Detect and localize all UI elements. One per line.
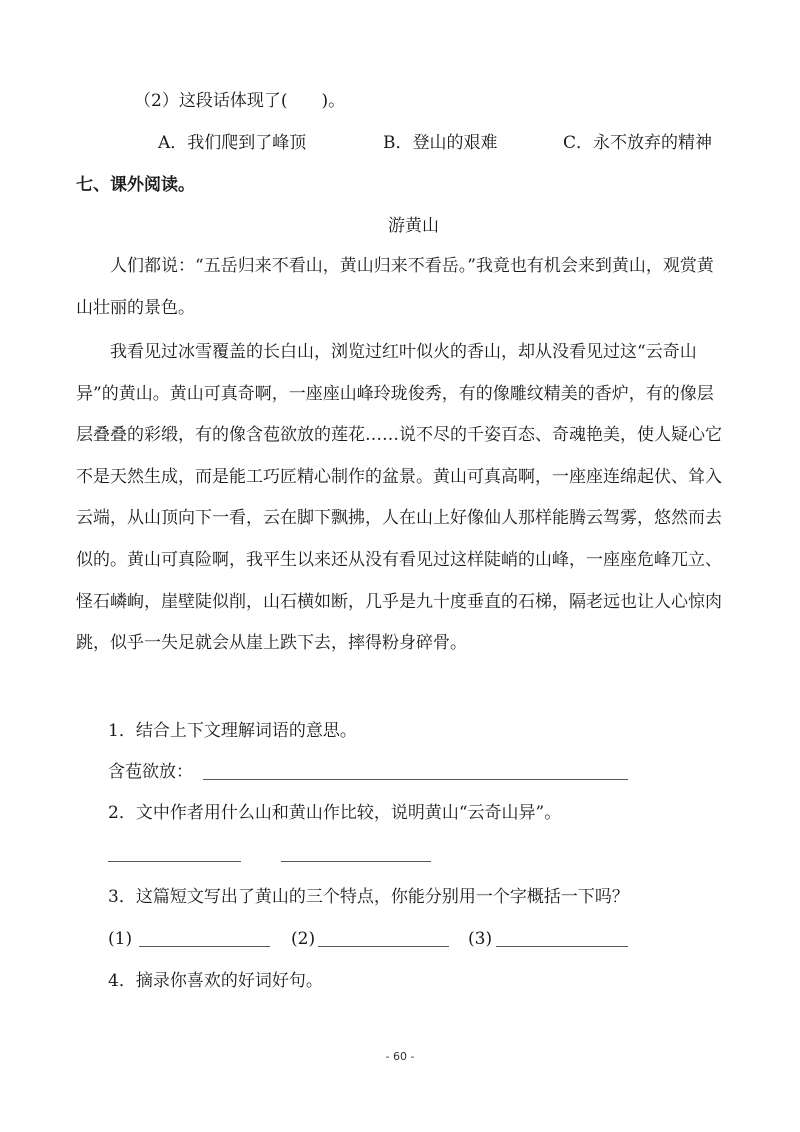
passage-title: 游黄山 xyxy=(388,216,439,236)
option-c: C．永不放弃的精神 xyxy=(563,133,713,153)
paragraph-1-text: 人们都说：“五岳归来不看山，黄山归来不看岳。”我竟也有机会来到黄山，观赏黄山壮丽的景色。 xyxy=(76,256,714,318)
q3-label-2: (2) xyxy=(291,929,316,949)
option-b: B．登山的艰难 xyxy=(383,133,498,153)
answer-line-q2-2[interactable] xyxy=(281,861,431,862)
paragraph-2-text: 我看见过冰雪覆盖的长白山，浏览过红叶似火的香山，却从没看见过这“云奇山异”的黄山。黄山可真奇啊，一座座山峰玲珑俊秀，有的像雕纹精美的香炉，有的像层层叠叠的彩缎，有的像含苞欲放的莲花……说不尽的千姿百态、奇魂艳美，使人疑心它不是天然生成，而是能工巧匠精心制作的盆景。黄山可真高啊，一座座连绵起伏、耸入云端，从山顶向下一看，云在脚下飘拂，人在山上好像仙人那样能腾云驾雾，悠然而去似的。黄山可真险啊，我平生以来还从没有看见过这样陡峭的山峰，一座座危峰兀立、怪石嶙峋，崖壁陡似削，山石横如断，几乎是九十度垂直的石梯，隔老远也让人心惊肉跳，似乎一失足就会从崖上跌下去，摔得粉身碎骨。 xyxy=(76,342,722,654)
q3-label-3: (3) xyxy=(468,929,493,949)
question-1: 1．结合上下文理解词语的意思。 xyxy=(108,721,357,741)
question-3: 3．这篇短文写出了黄山的三个特点，你能分别用一个字概括一下吗？ xyxy=(108,887,629,907)
answer-line-q3-2[interactable] xyxy=(318,946,449,947)
answer-line-q1[interactable] xyxy=(203,779,628,780)
question-2-stem: （2）这段话体现了( )。 xyxy=(134,91,346,111)
passage-paragraph-2 xyxy=(76,332,726,665)
passage-paragraph-1 xyxy=(76,246,726,329)
question-1-label: 含苞欲放： xyxy=(108,762,193,782)
section-heading: 七、课外阅读。 xyxy=(76,175,195,195)
q3-label-1: (1) xyxy=(108,929,133,949)
question-4: 4．摘录你喜欢的好词好句。 xyxy=(108,971,323,991)
answer-line-q3-1[interactable] xyxy=(139,946,270,947)
question-2: 2．文中作者用什么山和黄山作比较，说明黄山“云奇山异”。 xyxy=(108,803,562,823)
answer-line-q3-3[interactable] xyxy=(496,946,628,947)
answer-line-q2-1[interactable] xyxy=(108,861,241,862)
option-a: A．我们爬到了峰顶 xyxy=(158,133,307,153)
page-number: - 60 - xyxy=(385,1050,415,1063)
